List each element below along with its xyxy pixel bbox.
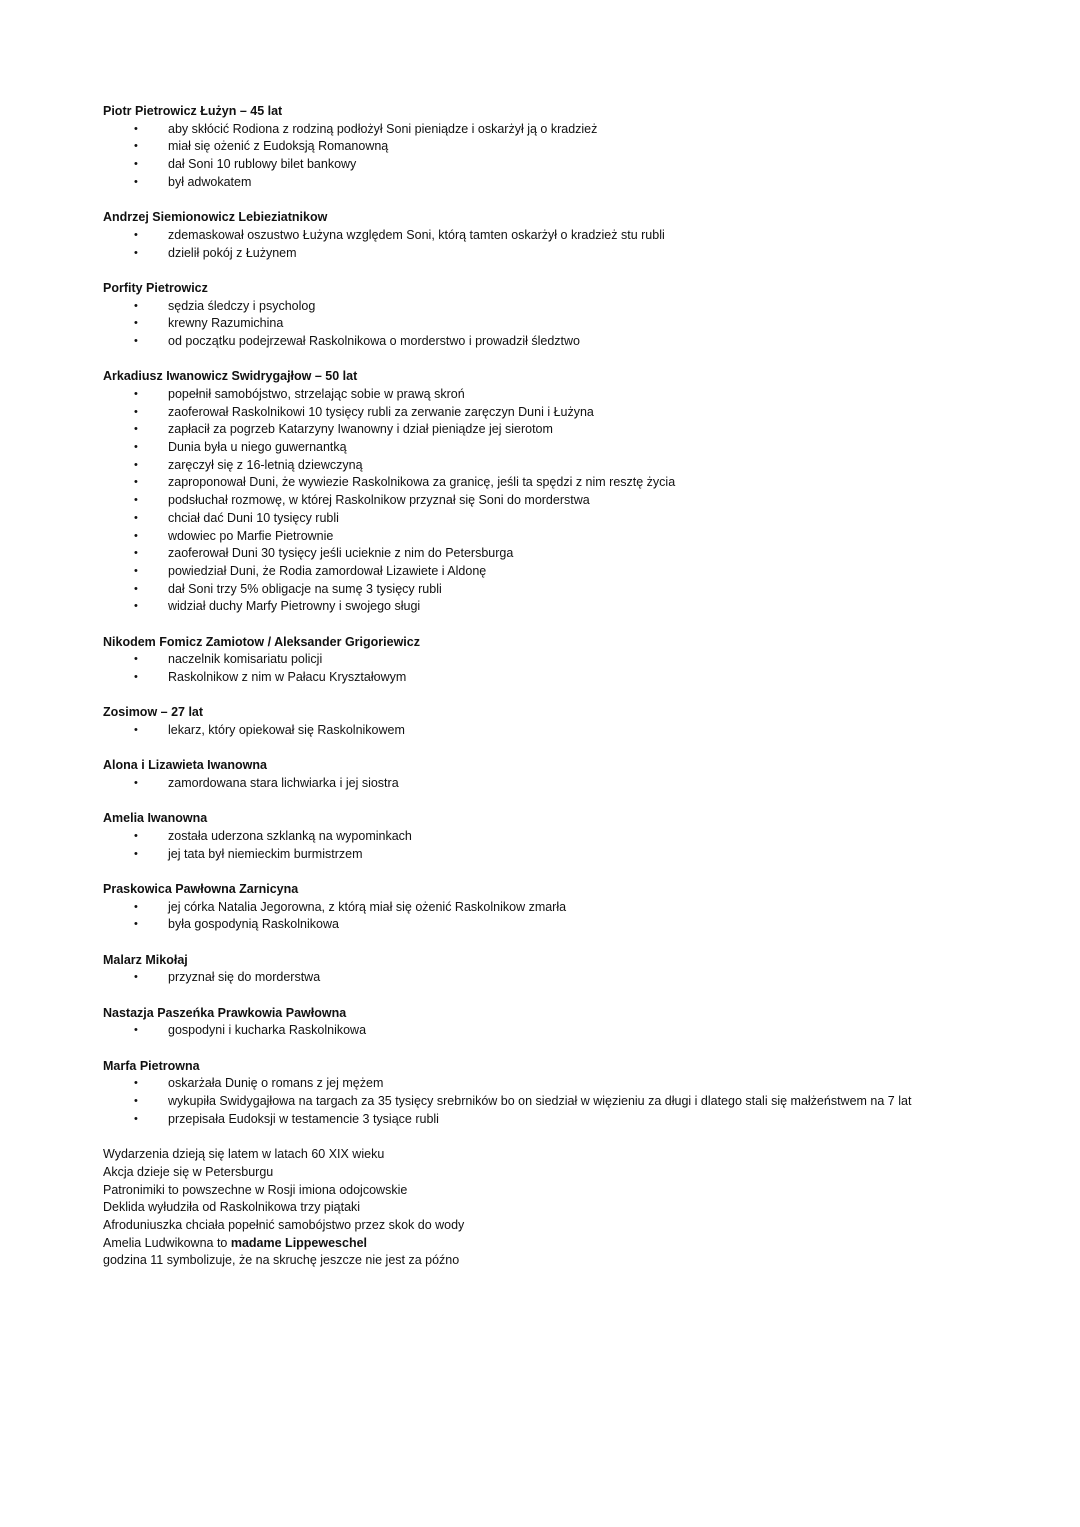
list-item — [103, 775, 1020, 793]
bullet-icon: • — [134, 299, 138, 312]
bullet-icon: • — [134, 971, 138, 984]
bullet-icon: • — [134, 158, 138, 171]
bullet-icon: • — [134, 847, 138, 860]
character-section-mikolaj — [103, 952, 1020, 987]
bullet-icon: • — [134, 600, 138, 613]
list-item-text: chciał dać Duni 10 tysięcy rubli — [168, 510, 339, 525]
list-item — [103, 174, 1020, 192]
bullet-icon: • — [134, 228, 138, 241]
bullet-icon: • — [134, 423, 138, 436]
list-item-text: dał Soni trzy 5% obligacje na sumę 3 tysięcy rubli — [168, 581, 442, 596]
list-item — [103, 227, 1020, 245]
bullet-list — [103, 899, 1020, 934]
bullet-icon: • — [134, 1077, 138, 1090]
bullet-icon: • — [134, 547, 138, 560]
list-item-text: Dunia była u niego guwernantką — [168, 440, 347, 455]
list-item-text: została uderzona szklanką na wypominkach — [168, 829, 412, 844]
list-item-text: był adwokatem — [168, 174, 252, 189]
note-line: godzina 11 symbolizuje, że na skruchę jeszcze nie jest za późno — [103, 1253, 460, 1268]
list-item — [103, 969, 1020, 987]
note-line: Wydarzenia dzieją się latem w latach 60 XIX wieku — [103, 1147, 385, 1162]
list-item-text: zaręczył się z 16-letnią dziewczyną — [168, 457, 363, 472]
list-item-text: wdowiec po Marfie Pietrownie — [168, 528, 334, 543]
bullet-icon: • — [134, 671, 138, 684]
list-item — [103, 899, 1020, 917]
list-item — [103, 404, 1020, 422]
bullet-icon: • — [134, 830, 138, 843]
bullet-list — [103, 386, 1020, 616]
character-section-zamiotow — [103, 634, 1020, 687]
list-item-text: sędzia śledczy i psycholog — [168, 298, 316, 313]
bullet-list — [103, 969, 1020, 987]
list-item — [103, 245, 1020, 263]
list-item — [103, 581, 1020, 599]
list-item — [103, 828, 1020, 846]
section-heading: Andrzej Siemionowicz Lebieziatnikow — [103, 210, 328, 225]
list-item-text: miał się ożenić z Eudoksją Romanowną — [168, 139, 389, 154]
section-heading: Marfa Pietrowna — [103, 1058, 200, 1073]
list-item — [103, 386, 1020, 404]
list-item-text: lekarz, który opiekował się Raskolnikowem — [168, 723, 405, 738]
list-item — [103, 298, 1020, 316]
list-item — [103, 457, 1020, 475]
bullet-icon: • — [134, 175, 138, 188]
character-section-lebieziatnikow — [103, 209, 1020, 262]
section-heading: Nikodem Fomicz Zamiotow / Aleksander Grigoriewicz — [103, 634, 420, 649]
list-item — [103, 474, 1020, 492]
list-item-text: aby skłócić Rodiona z rodziną podłożył Soni pieniądze i oskarżył ją o kradzież — [168, 121, 598, 136]
bullet-list — [103, 828, 1020, 863]
list-item-text: zaoferował Duni 30 tysięcy jeśli ucieknie z nim do Petersburga — [168, 546, 514, 561]
bullet-list — [103, 651, 1020, 686]
bullet-list — [103, 722, 1020, 740]
list-item — [103, 315, 1020, 333]
note-line: Patronimiki to powszechne w Rosji imiona odojcowskie — [103, 1182, 408, 1197]
bullet-icon: • — [134, 122, 138, 135]
bullet-icon: • — [134, 1024, 138, 1037]
bullet-icon: • — [134, 918, 138, 931]
list-item — [103, 563, 1020, 581]
note-line-prefix: Amelia Ludwikowna to — [103, 1235, 231, 1250]
list-item — [103, 421, 1020, 439]
bullet-list — [103, 775, 1020, 793]
note-line: Afroduniuszka chciała popełnić samobójstwo przez skok do wody — [103, 1217, 465, 1232]
list-item-text: naczelnik komisariatu policji — [168, 652, 323, 667]
bullet-icon: • — [134, 582, 138, 595]
general-notes — [103, 1146, 1020, 1270]
list-item-text: przyznał się do morderstwa — [168, 970, 321, 985]
section-heading: Praskowica Pawłowna Zarnicyna — [103, 882, 299, 897]
list-item — [103, 439, 1020, 457]
bullet-icon: • — [134, 777, 138, 790]
list-item — [103, 722, 1020, 740]
bullet-icon: • — [134, 494, 138, 507]
character-section-praskowica — [103, 881, 1020, 934]
list-item — [103, 1093, 1020, 1111]
list-item-text: zaoferował Raskolnikowi 10 tysięcy rubli za zerwanie zaręczyn Duni i Łużyna — [168, 404, 594, 419]
note-line: Deklida wyłudziła od Raskolnikowa trzy piątaki — [103, 1200, 361, 1215]
section-heading: Zosimow – 27 lat — [103, 705, 204, 720]
bullet-icon: • — [134, 405, 138, 418]
bullet-list — [103, 121, 1020, 192]
bullet-icon: • — [134, 387, 138, 400]
note-line — [103, 1235, 1020, 1253]
list-item-text: powiedział Duni, że Rodia zamordował Lizawiete i Aldonę — [168, 563, 487, 578]
list-item — [103, 1075, 1020, 1093]
character-section-swidrygajlow — [103, 368, 1020, 616]
bullet-icon: • — [134, 441, 138, 454]
list-item — [103, 669, 1020, 687]
list-item-text: jej córka Natalia Jegorowna, z którą miał się ożenić Raskolnikow zmarła — [168, 899, 567, 914]
bullet-icon: • — [134, 317, 138, 330]
section-heading: Amelia Iwanowna — [103, 811, 208, 826]
bullet-icon: • — [134, 1112, 138, 1125]
list-item — [103, 510, 1020, 528]
section-heading: Porfity Pietrowicz — [103, 280, 208, 295]
list-item-text: zaproponował Duni, że wywiezie Raskolnikowa za granicę, jeśli ta spędzi z nim resztę życia — [168, 475, 676, 490]
list-item-text: krewny Razumichina — [168, 316, 284, 331]
list-item-text: dzielił pokój z Łużynem — [168, 245, 297, 260]
list-item — [103, 492, 1020, 510]
bullet-icon: • — [134, 458, 138, 471]
bullet-icon: • — [134, 140, 138, 153]
list-item — [103, 138, 1020, 156]
bullet-icon: • — [134, 724, 138, 737]
list-item — [103, 156, 1020, 174]
bullet-list — [103, 1075, 1020, 1128]
list-item-text: wykupiła Swidygajłowa na targach za 35 tysięcy srebrników bo on siedział w więzieniu za długi i dlatego stali się małżeństwem na 7 lat — [168, 1094, 912, 1109]
bullet-icon: • — [134, 246, 138, 259]
list-item — [103, 651, 1020, 669]
section-heading: Arkadiusz Iwanowicz Swidrygajłow – 50 lat — [103, 369, 358, 384]
section-heading: Malarz Mikołaj — [103, 952, 188, 967]
list-item-text: zamordowana stara lichwiarka i jej siostra — [168, 776, 399, 791]
note-line-bold: madame Lippeweschel — [230, 1235, 368, 1250]
list-item-text: była gospodynią Raskolnikowa — [168, 917, 339, 932]
list-item — [103, 1022, 1020, 1040]
note-line: Akcja dzieje się w Petersburgu — [103, 1164, 274, 1179]
bullet-icon: • — [134, 1095, 138, 1108]
list-item — [103, 1111, 1020, 1129]
list-item-text: gospodyni i kucharka Raskolnikowa — [168, 1023, 367, 1038]
character-section-nastazja — [103, 1005, 1020, 1040]
character-section-alona-lizawieta — [103, 757, 1020, 792]
list-item-text: przepisała Eudoksji w testamencie 3 tysiące rubli — [168, 1111, 439, 1126]
bullet-icon: • — [134, 476, 138, 489]
bullet-list — [103, 1022, 1020, 1040]
list-item-text: podsłuchał rozmowę, w której Raskolnikow przyznał się Soni do morderstwa — [168, 493, 590, 508]
list-item — [103, 545, 1020, 563]
bullet-list — [103, 298, 1020, 351]
character-section-luzyn — [103, 103, 1020, 192]
list-item-text: od początku podejrzewał Raskolnikowa o morderstwo i prowadził śledztwo — [168, 333, 580, 348]
bullet-icon: • — [134, 900, 138, 913]
bullet-icon: • — [134, 334, 138, 347]
list-item-text: popełnił samobójstwo, strzelając sobie w prawą skroń — [168, 386, 465, 401]
list-item — [103, 598, 1020, 616]
list-item-text: zapłacił za pogrzeb Katarzyny Iwanowny i dział pieniądze jej sierotom — [168, 422, 553, 437]
list-item-text: Raskolnikow z nim w Pałacu Kryształowym — [168, 670, 407, 685]
list-item — [103, 916, 1020, 934]
list-item-text: oskarżała Dunię o romans z jej mężem — [168, 1076, 384, 1091]
character-section-porfity — [103, 280, 1020, 351]
list-item-text: zdemaskował oszustwo Łużyna względem Soni, którą tamten oskarżył o kradzież stu rubli — [168, 227, 665, 242]
bullet-icon: • — [134, 564, 138, 577]
list-item — [103, 846, 1020, 864]
bullet-icon: • — [134, 511, 138, 524]
character-section-zosimow — [103, 704, 1020, 739]
bullet-icon: • — [134, 653, 138, 666]
character-section-amelia — [103, 810, 1020, 863]
list-item-text: jej tata był niemieckim burmistrzem — [168, 846, 363, 861]
list-item — [103, 121, 1020, 139]
character-section-marfa — [103, 1058, 1020, 1129]
section-heading: Alona i Lizawieta Iwanowna — [103, 758, 267, 773]
section-heading: Piotr Pietrowicz Łużyn – 45 lat — [103, 104, 283, 118]
bullet-icon: • — [134, 529, 138, 542]
list-item — [103, 528, 1020, 546]
section-heading: Nastazja Paszeńka Prawkowia Pawłowna — [103, 1005, 347, 1020]
list-item-text: widział duchy Marfy Pietrowny i swojego sługi — [168, 599, 421, 614]
bullet-list — [103, 227, 1020, 262]
list-item — [103, 333, 1020, 351]
list-item-text: dał Soni 10 rublowy bilet bankowy — [168, 157, 357, 172]
